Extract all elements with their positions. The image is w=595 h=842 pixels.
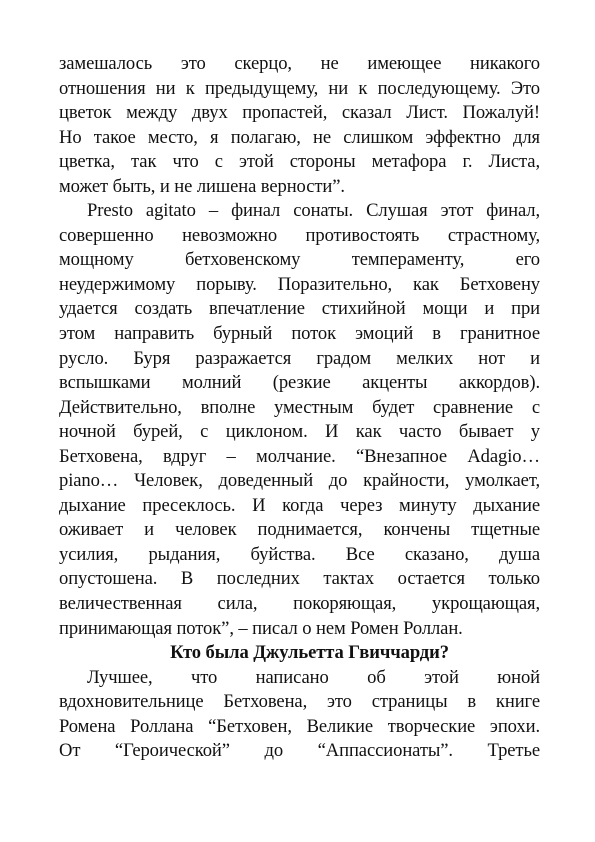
document-page [59, 52, 540, 764]
text-line: опустошена. В последних тактах остается только [59, 568, 540, 590]
text-line: удается создать впечатление стихийной мощи и при [59, 298, 540, 320]
text-line: может быть, и не лишена верности”. [59, 175, 345, 197]
text-line: принимающая поток”, – писал о нем Ромен Роллан. [59, 617, 463, 639]
paragraph-guicciardi [59, 666, 540, 764]
text-line: Действительно, вполне уместным будет сравнение с [59, 396, 540, 418]
text-line: неудержимому порыву. Поразительно, как Бетховену [59, 273, 540, 295]
text-line: совершенно невозможно противостоять страстному, [59, 224, 540, 246]
text-line: От “Героической” до “Аппассионаты”. Третье [59, 740, 540, 762]
text-line: Ромена Роллана “Бетховен, Великие творческие эпохи. [59, 715, 540, 737]
text-line: дыхание пресеклось. И когда через минуту дыхание [59, 494, 540, 516]
text-line: этом направить бурный поток эмоций в гранитное [59, 323, 540, 345]
text-line: оживает и человек поднимается, кончены тщетные [59, 519, 540, 541]
text-line: мощному бетховенскому темпераменту, его [59, 249, 540, 271]
paragraph-scherzo-ending [59, 52, 540, 199]
text-line: русло. Буря разражается градом мелких нот и [59, 347, 540, 369]
text-line: вдохновительнице Бетховена, это страницы в книге [59, 691, 540, 713]
text-line: замешалось это скерцо, не имеющее никакого [59, 53, 540, 74]
text-line: piano… Человек, доведенный до крайности, умолкает, [59, 470, 540, 492]
text-line: отношения ни к предыдущему, ни к последующему. Это [59, 77, 540, 99]
section-heading: Кто была Джульетта Гвиччарди? [170, 642, 449, 664]
text-line: Бетховена, вдруг – молчание. “Внезапное Adagio… [59, 445, 540, 467]
text-line: Лучшее, что написано об этой юной [87, 666, 540, 688]
text-line: вспышками молний (резкие акценты аккордов). [59, 372, 540, 394]
text-line: ночной бурей, с циклоном. И как часто бывает у [59, 421, 540, 443]
text-line: Presto agitato – финал сонаты. Слушая этот финал, [87, 200, 540, 222]
text-line: цветка, так что с этой стороны метафора г. Листа, [59, 151, 540, 173]
text-line: величественная сила, покоряющая, укрощающая, [59, 593, 540, 615]
paragraph-presto-agitato [59, 199, 540, 641]
text-line: цветок между двух пропастей, сказал Лист. Пожалуй! [59, 102, 540, 124]
text-line: Но такое место, я полагаю, не слишком эффектно для [59, 126, 540, 148]
text-line: усилия, рыдания, буйства. Все сказано, душа [59, 543, 540, 565]
